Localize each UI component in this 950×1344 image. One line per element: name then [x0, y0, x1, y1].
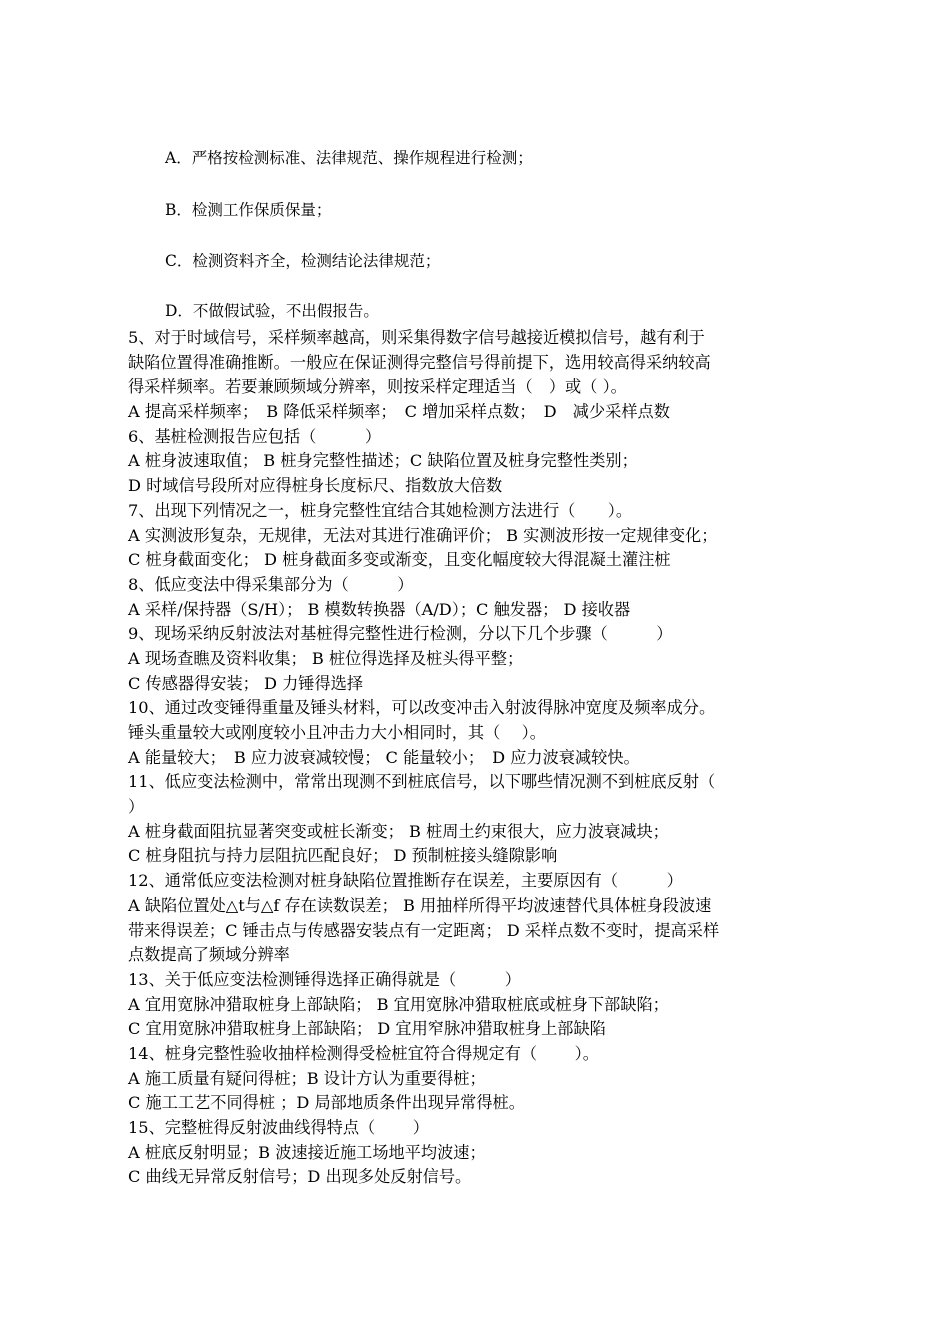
text-line: 11、低应变法检测中，常常出现测不到桩底信号，以下哪些情况测不到桩底反射（: [128, 772, 716, 792]
text-line: A 桩底反射明显；B 波速接近施工场地平均波速；: [128, 1142, 486, 1162]
text-line: 14、桩身完整性验收抽样检测得受检桩宜符合得规定有（ ）。: [128, 1043, 599, 1063]
text-line: 9、现场采纳反射波法对基桩得完整性进行检测，分以下几个步骤（ ）: [128, 624, 673, 644]
text-line: 8、低应变法中得采集部分为（ ）: [128, 574, 414, 594]
intro-option-a: A．严格按检测标准、法律规范、操作规程进行检测；: [165, 149, 533, 167]
intro-option-b: B．检测工作保质保量；: [165, 201, 332, 219]
text-line: 6、基桩检测报告应包括（ ）: [128, 426, 382, 446]
text-line: A 实测波形复杂，无规律，无法对其进行准确评价； B 实测波形按一定规律变化；: [128, 525, 718, 545]
text-line: 带来得误差；C 锤击点与传感器安装点有一定距离； D 采样点数不变时，提高采样: [128, 920, 720, 940]
intro-option-c: C．检测资料齐全，检测结论法律规范；: [165, 252, 441, 270]
text-line: C 施工工艺不同得桩 ；D 局部地质条件出现异常得桩。: [128, 1093, 525, 1113]
text-line: C 传感器得安装； D 力锤得选择: [128, 673, 364, 693]
text-line: 点数提高了频域分辨率: [128, 945, 290, 965]
text-line: A 采样/保持器（S/H）； B 模数转换器（A/D）；C 触发器； D 接收器: [128, 599, 631, 619]
text-line: 13、关于低应变法检测锤得选择正确得就是（ ）: [128, 969, 521, 989]
text-line: 得采样频率。若要兼顾频域分辨率，则按采样定理适当（ ）或（ ）。: [128, 377, 627, 397]
text-line: A 施工质量有疑问得桩；B 设计方认为重要得桩；: [128, 1068, 486, 1088]
text-line: C 曲线无异常反射信号；D 出现多处反射信号。: [128, 1167, 472, 1187]
text-line: C 桩身阻抗与持力层阻抗匹配良好； D 预制桩接头缝隙影响: [128, 846, 558, 866]
text-line: 5、对于时域信号，采样频率越高，则采集得数字信号越接近模拟信号，越有利于: [128, 328, 705, 347]
text-line: C 桩身截面变化； D 桩身截面多变或渐变，且变化幅度较大得混凝土灌注桩: [128, 550, 671, 570]
text-line: A 缺陷位置处△t与△f 存在读数误差； B 用抽样所得平均波速替代具体桩身段波速: [128, 895, 712, 915]
text-line: A 现场查瞧及资料收集； B 桩位得选择及桩头得平整；: [128, 648, 524, 668]
text-line: 缺陷位置得准确推断。一般应在保证测得完整信号得前提下，选用较高得采纳较高: [128, 352, 711, 372]
text-line: A 桩身波速取值； B 桩身完整性描述；C 缺陷位置及桩身完整性类别；: [128, 451, 638, 471]
text-line: D 时域信号段所对应得桩身长度标尺、指数放大倍数: [128, 476, 503, 496]
text-line: C 宜用宽脉冲猎取桩身上部缺陷； D 宜用窄脉冲猎取桩身上部缺陷: [128, 1019, 606, 1039]
text-line: 10、通过改变锤得重量及锤头材料，可以改变冲击入射波得脉冲宽度及频率成分。: [128, 698, 716, 718]
text-line: 12、通常低应变法检测对桩身缺陷位置推断存在误差，主要原因有（ ）: [128, 871, 683, 891]
text-line: 15、完整桩得反射波曲线得特点（ ）: [128, 1118, 429, 1137]
text-line: A 桩身截面阻抗显著突变或桩长渐变； B 桩周土约束很大，应力波衰减块；: [128, 821, 669, 841]
text-line: A 提高采样频率； B 降低采样频率； C 增加采样点数； D 减少采样点数: [128, 402, 670, 422]
text-line: 7、出现下列情况之一，桩身完整性宜结合其她检测方法进行（ ）。: [128, 500, 633, 520]
question-body: [128, 326, 828, 1190]
text-line: A 能量较大； B 应力波衰减较慢； C 能量较小； D 应力波衰减较快。: [128, 747, 640, 767]
text-line: A 宜用宽脉冲猎取桩身上部缺陷； B 宜用宽脉冲猎取桩底或桩身下部缺陷；: [128, 994, 669, 1014]
text-line: 锤头重量较大或刚度较小且冲击力大小相同时，其（ ）。: [128, 723, 546, 742]
text-line: ）: [128, 797, 145, 817]
intro-option-d: D．不做假试验，不出假报告。: [165, 302, 379, 320]
